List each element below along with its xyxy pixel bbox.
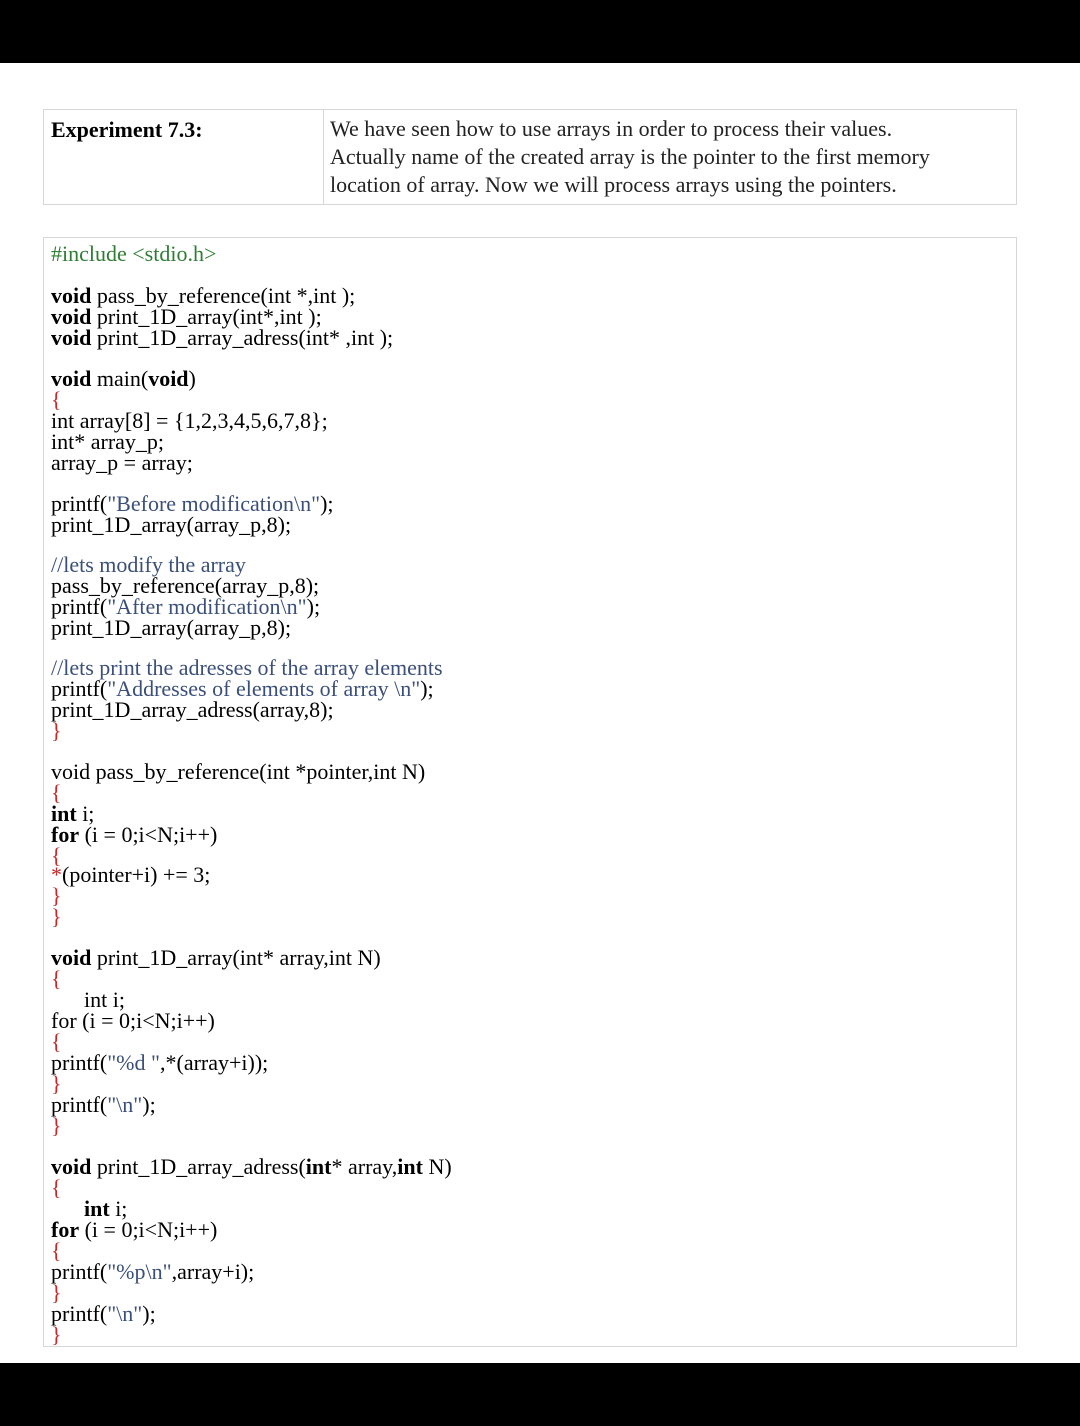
code-line: printf("%d ",*(array+i)); bbox=[51, 1050, 269, 1075]
code-line: { bbox=[51, 843, 62, 868]
description-line: location of array. Now we will process arrays using the pointers. bbox=[330, 172, 897, 197]
code-line: void pass_by_reference(int *pointer,int N) bbox=[51, 759, 426, 784]
code-line: print_1D_array_adress(array,8); bbox=[51, 697, 334, 722]
description-line: We have seen how to use arrays in order to process their values. bbox=[330, 116, 893, 141]
code-line: } bbox=[51, 718, 62, 743]
code-line: printf("\n"); bbox=[51, 1301, 156, 1326]
code-line: void pass_by_reference(int *,int ); bbox=[51, 283, 356, 308]
code-line: } bbox=[51, 1071, 62, 1096]
code-line: int i; bbox=[84, 1196, 128, 1221]
code-line: printf("%p\n",array+i); bbox=[51, 1259, 255, 1284]
code-line: printf("Before modification\n"); bbox=[51, 491, 334, 516]
code-line: } bbox=[51, 883, 62, 908]
code-line: int i; bbox=[51, 987, 125, 1012]
code-line: array_p = array; bbox=[51, 450, 193, 475]
code-line: { bbox=[51, 966, 62, 991]
code-line: } bbox=[51, 904, 62, 929]
code-line: int i; bbox=[51, 801, 95, 826]
code-line: //lets modify the array bbox=[51, 552, 246, 577]
code-line: *(pointer+i) += 3; bbox=[51, 862, 211, 887]
code-line: int* array_p; bbox=[51, 429, 165, 454]
code-line: { bbox=[51, 1238, 62, 1263]
code-line: } bbox=[51, 1322, 62, 1347]
code-line: { bbox=[51, 1029, 62, 1054]
code-line: printf("After modification\n"); bbox=[51, 594, 321, 619]
code-listing bbox=[43, 237, 1017, 1347]
code-line: { bbox=[51, 387, 62, 412]
document-page bbox=[0, 63, 1080, 1363]
code-line: for (i = 0;i<N;i++) bbox=[51, 1217, 218, 1242]
code-line: print_1D_array(array_p,8); bbox=[51, 615, 292, 640]
experiment-table bbox=[43, 109, 1017, 205]
code-line: } bbox=[51, 1113, 62, 1138]
code-line: #include <stdio.h> bbox=[51, 241, 217, 266]
code-line: void print_1D_array(int*,int ); bbox=[51, 304, 322, 329]
description-line: Actually name of the created array is the pointer to the first memory bbox=[330, 144, 930, 169]
code-line: for (i = 0;i<N;i++) bbox=[51, 822, 218, 847]
code-line: void main(void) bbox=[51, 366, 196, 391]
code-line: print_1D_array(array_p,8); bbox=[51, 512, 292, 537]
code-line: printf("\n"); bbox=[51, 1092, 156, 1117]
code-line: } bbox=[51, 1280, 62, 1305]
code-line: int array[8] = {1,2,3,4,5,6,7,8}; bbox=[51, 408, 328, 433]
code-line: { bbox=[51, 780, 62, 805]
code-line: for (i = 0;i<N;i++) bbox=[51, 1008, 215, 1033]
code-line: void print_1D_array_adress(int* array,int N) bbox=[51, 1154, 452, 1179]
experiment-description bbox=[324, 110, 1016, 204]
code-line: pass_by_reference(array_p,8); bbox=[51, 573, 320, 598]
experiment-label: Experiment 7.3: bbox=[44, 110, 324, 204]
code-line: { bbox=[51, 1175, 62, 1200]
code-line: void print_1D_array_adress(int* ,int ); bbox=[51, 325, 394, 350]
code-line: void print_1D_array(int* array,int N) bbox=[51, 945, 381, 970]
code-line: //lets print the adresses of the array elements bbox=[51, 655, 443, 680]
code-line: printf("Addresses of elements of array \n"); bbox=[51, 676, 434, 701]
